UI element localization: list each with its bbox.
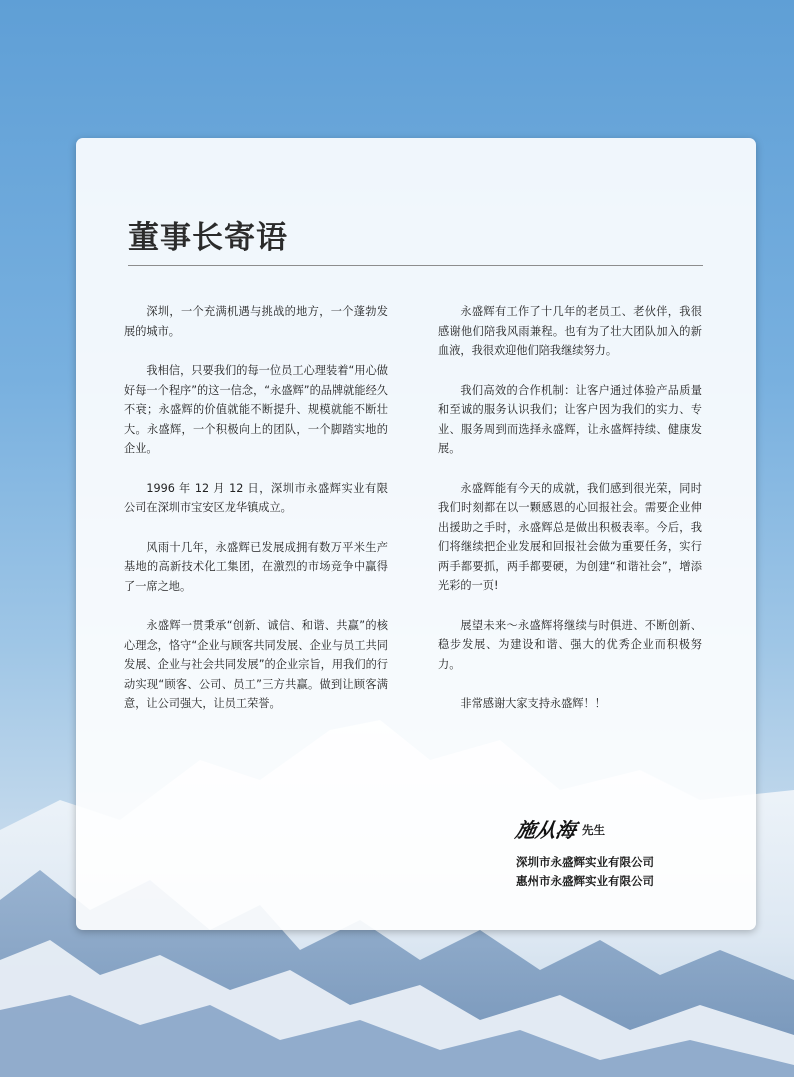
paragraph: 永盛辉有工作了十几年的老员工、老伙伴，我很感谢他们陪我风雨兼程。也有为了壮大团队加入的新血液，我很欢迎他们陪我继续努力。 <box>438 305 702 357</box>
letter-card <box>76 138 756 930</box>
paragraph: 1996 年 12 月 12 日，深圳市永盛辉实业有限公司在深圳市宝安区龙华镇成立。 <box>124 481 388 514</box>
company-name: 惠州市永盛辉实业有限公司 <box>516 874 654 888</box>
letter-title: 董事长寄语 <box>128 220 288 256</box>
title-divider <box>128 265 703 266</box>
signature-name: 施从海 <box>513 818 578 842</box>
left-column <box>124 302 388 734</box>
paragraph: 非常感谢大家支持永盛辉！！ <box>460 697 606 710</box>
signature-honorific: 先生 <box>582 823 605 837</box>
company-name: 深圳市永盛辉实业有限公司 <box>516 855 654 869</box>
paragraph: 我们高效的合作机制：让客户通过体验产品质量和至诚的服务认识我们；让客户因为我们的实力、专业、服务周到而选择永盛辉，让永盛辉持续、健康发展。 <box>438 383 702 455</box>
paragraph: 永盛辉能有今天的成就，我们感到很光荣，同时我们时刻都在以一颗感恩的心回报社会。需要企业伸出援助之手时，永盛辉总是做出积极表率。今后，我们将继续把企业发展和回报社会做为重要任务，实行两手都要抓，两手都要硬，为创建“和谐社会”，增添光彩的一页! <box>438 481 702 592</box>
paragraph: 深圳，一个充满机遇与挑战的地方，一个蓬勃发展的城市。 <box>124 305 388 338</box>
paragraph: 永盛辉一贯秉承“创新、诚信、和谐、共赢”的核心理念，恪守“企业与顾客共同发展、企业与员工共同发展、企业与社会共同发展”的企业宗旨，用我们的行动实现“顾客、公司、员工”三方共赢。做到让顾客满意，让公司强大，让员工荣誉。 <box>124 619 388 710</box>
paragraph: 风雨十几年，永盛辉已发展成拥有数万平米生产基地的高新技术化工集团，在激烈的市场竞争中赢得了一席之地。 <box>124 540 388 593</box>
right-column <box>438 302 702 734</box>
paragraph: 展望未来～永盛辉将继续与时俱进、不断创新、稳步发展、为建设和谐、强大的优秀企业而积极努力。 <box>438 618 702 671</box>
signature-block <box>513 814 654 891</box>
paragraph: 我相信，只要我们的每一位员工心理装着“用心做好每一个程序”的这一信念，“永盛辉”的品牌就能经久不衰；永盛辉的价值就能不断提升、规模就能不断壮大。永盛辉，一个积极向上的团队，一个脚踏实地的企业。 <box>124 364 388 455</box>
